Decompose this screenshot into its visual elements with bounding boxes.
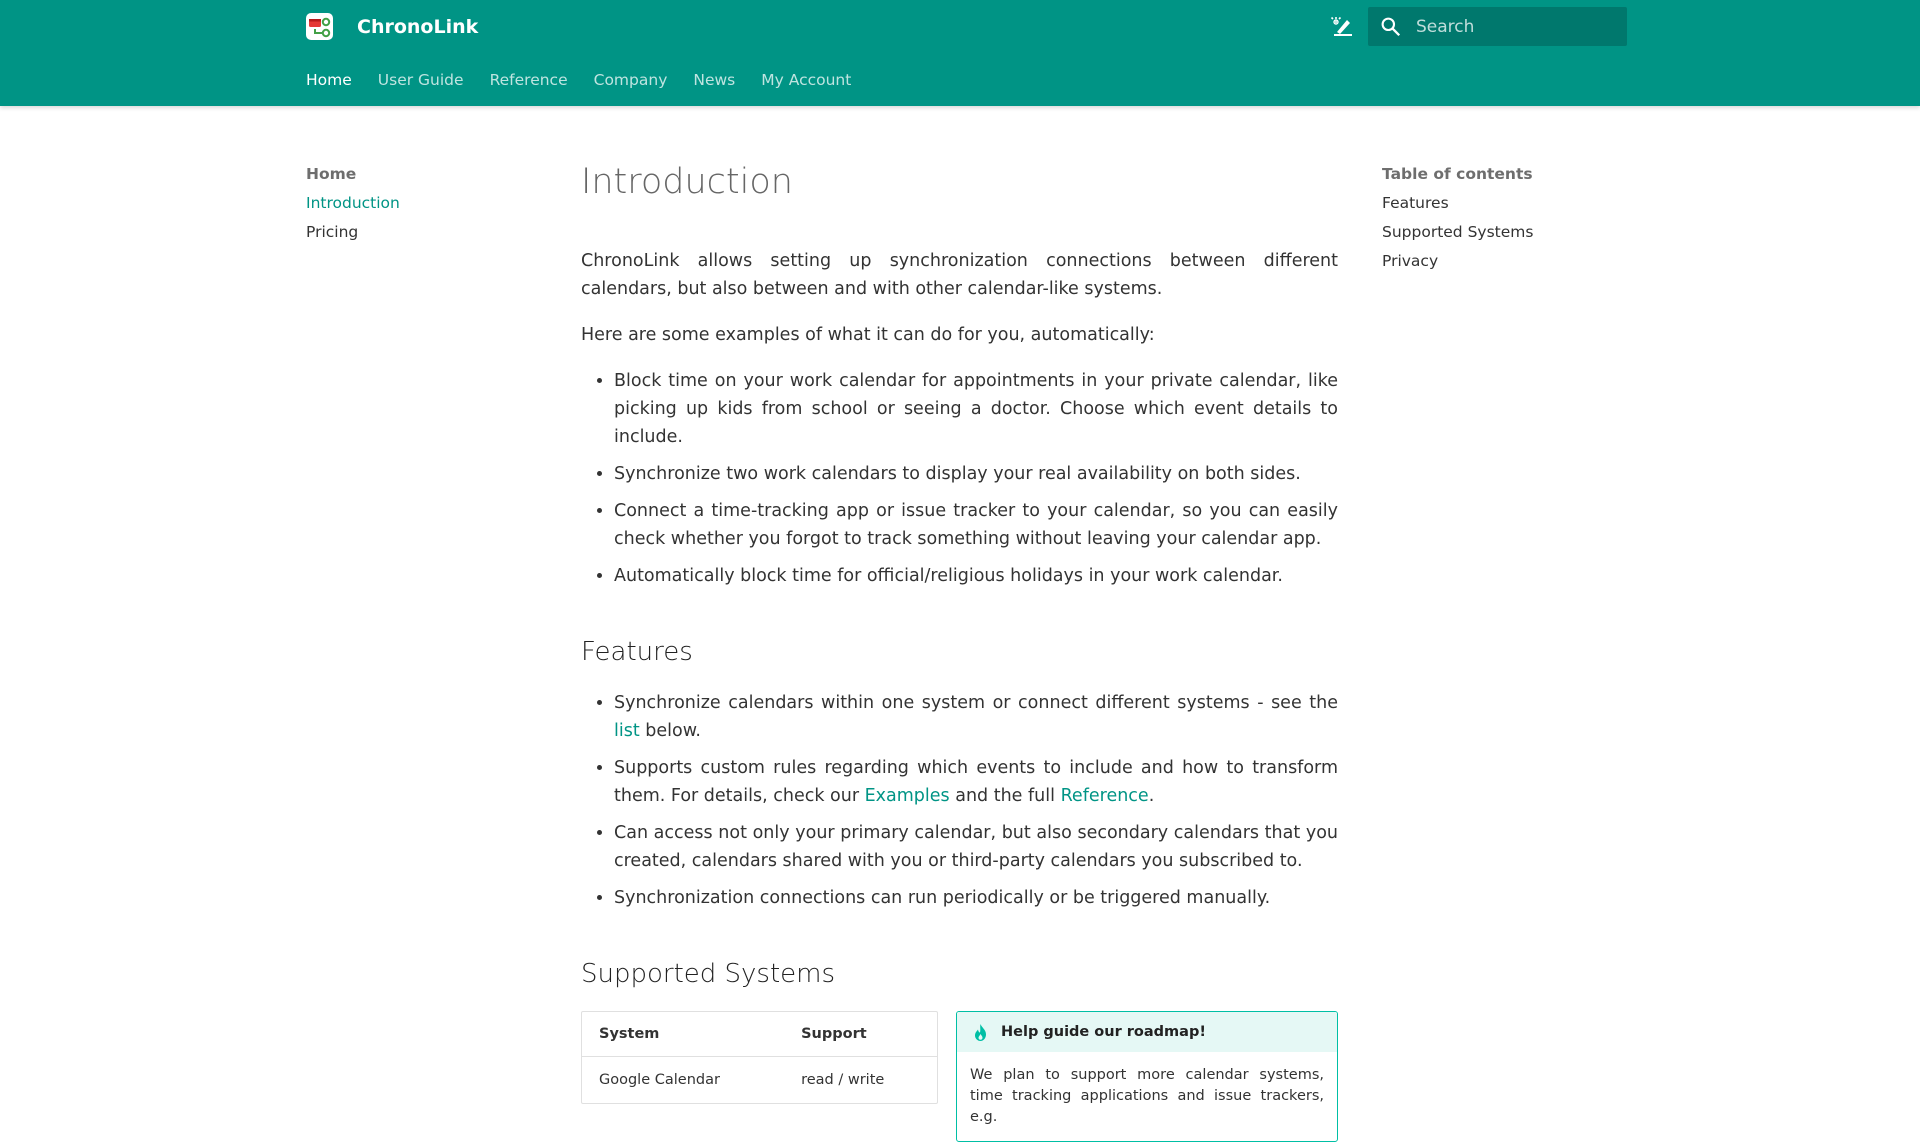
left-navigation [306, 163, 546, 250]
feature-text: Supports custom rules regarding which events to include and how to transform them. For details, check our [614, 758, 1338, 806]
tab-home[interactable]: Home [306, 71, 352, 89]
tab-my-account[interactable]: My Account [761, 71, 852, 89]
supported-systems-heading: Supported Systems [581, 959, 836, 989]
tab-reference[interactable]: Reference [489, 71, 568, 89]
flame-icon [972, 1023, 989, 1042]
feature-text: and the full [955, 786, 1055, 806]
site-title[interactable]: ChronoLink [357, 16, 479, 38]
list-item: • Can access not only your primary calendar, but also secondary calendars that you created, calendars shared with you or third-party calendars you subscribed to. [614, 819, 1338, 875]
examples-link[interactable]: Examples [864, 786, 950, 806]
nav-item-pricing[interactable]: Pricing [306, 223, 359, 241]
tab-user-guide[interactable]: User Guide [377, 71, 464, 89]
features-heading: Features [581, 637, 693, 667]
admonition-body: We plan to support more calendar systems, time tracking applications and issue trackers, e.g. [970, 1067, 1324, 1125]
toc-item-privacy[interactable]: Privacy [1382, 252, 1439, 270]
nav-heading-home[interactable]: Home [306, 165, 357, 183]
reference-link[interactable]: Reference [1060, 786, 1149, 806]
list-item: • Synchronize two work calendars to display your real availability on both sides. [614, 460, 1338, 488]
calendar-sync-logo-icon[interactable] [306, 13, 333, 40]
theme-toggle-icon[interactable] [1330, 13, 1356, 39]
feature-text: . [1148, 786, 1155, 806]
feature-text: below. [645, 721, 701, 741]
table-row [582, 1057, 937, 1103]
tab-news[interactable]: News [693, 71, 736, 89]
table-of-contents [1382, 163, 1622, 279]
list-item [614, 754, 1338, 810]
systems-table [581, 1011, 938, 1104]
systems-row [581, 1011, 1338, 1142]
admonition-title-text: Help guide our roadmap! [1001, 1024, 1206, 1040]
top-header [0, 0, 1920, 106]
tab-company[interactable]: Company [593, 71, 668, 89]
column-header-support: Support [784, 1012, 937, 1057]
page-title: Introduction [581, 162, 793, 202]
features-list [614, 689, 1338, 912]
examples-lead: Here are some examples of what it can do for you, automatically: [581, 325, 1155, 345]
feature-text: Synchronize calendars within one system or connect different systems - see the [614, 693, 1338, 713]
roadmap-admonition [956, 1011, 1338, 1142]
search-input[interactable] [1416, 7, 1616, 46]
top-tabs [306, 68, 877, 92]
list-item: • Block time on your work calendar for appointments in your private calendar, like picking up kids from school or seeing a doctor. Choose which event details to include. [614, 367, 1338, 451]
toc-heading: Table of contents [1382, 165, 1533, 183]
nav-item-introduction[interactable]: Introduction [306, 194, 400, 212]
toc-item-supported-systems[interactable]: Supported Systems [1382, 223, 1534, 241]
list-link[interactable]: list [614, 721, 640, 741]
table-header-row [582, 1012, 937, 1057]
list-item: • Automatically block time for official/religious holidays in your work calendar. [614, 562, 1338, 590]
column-header-system: System [582, 1012, 784, 1057]
search-icon[interactable] [1380, 16, 1401, 37]
list-item: • Connect a time-tracking app or issue tracker to your calendar, so you can easily check whether you forgot to track something without leaving your calendar app. [614, 497, 1338, 553]
table-cell-support: read / write [801, 1072, 885, 1088]
table-cell-system: Google Calendar [599, 1072, 720, 1088]
toc-item-features[interactable]: Features [1382, 194, 1449, 212]
intro-paragraph: ChronoLink allows setting up synchronization connections between different calendars, but also between and with other calendar-like systems. [581, 251, 1338, 299]
list-item [614, 689, 1338, 745]
list-item: • Synchronization connections can run periodically or be triggered manually. [614, 884, 1338, 912]
examples-list [614, 367, 1338, 590]
main-content [581, 158, 1338, 1142]
search-box[interactable] [1368, 7, 1627, 46]
admonition-title [957, 1012, 1337, 1052]
